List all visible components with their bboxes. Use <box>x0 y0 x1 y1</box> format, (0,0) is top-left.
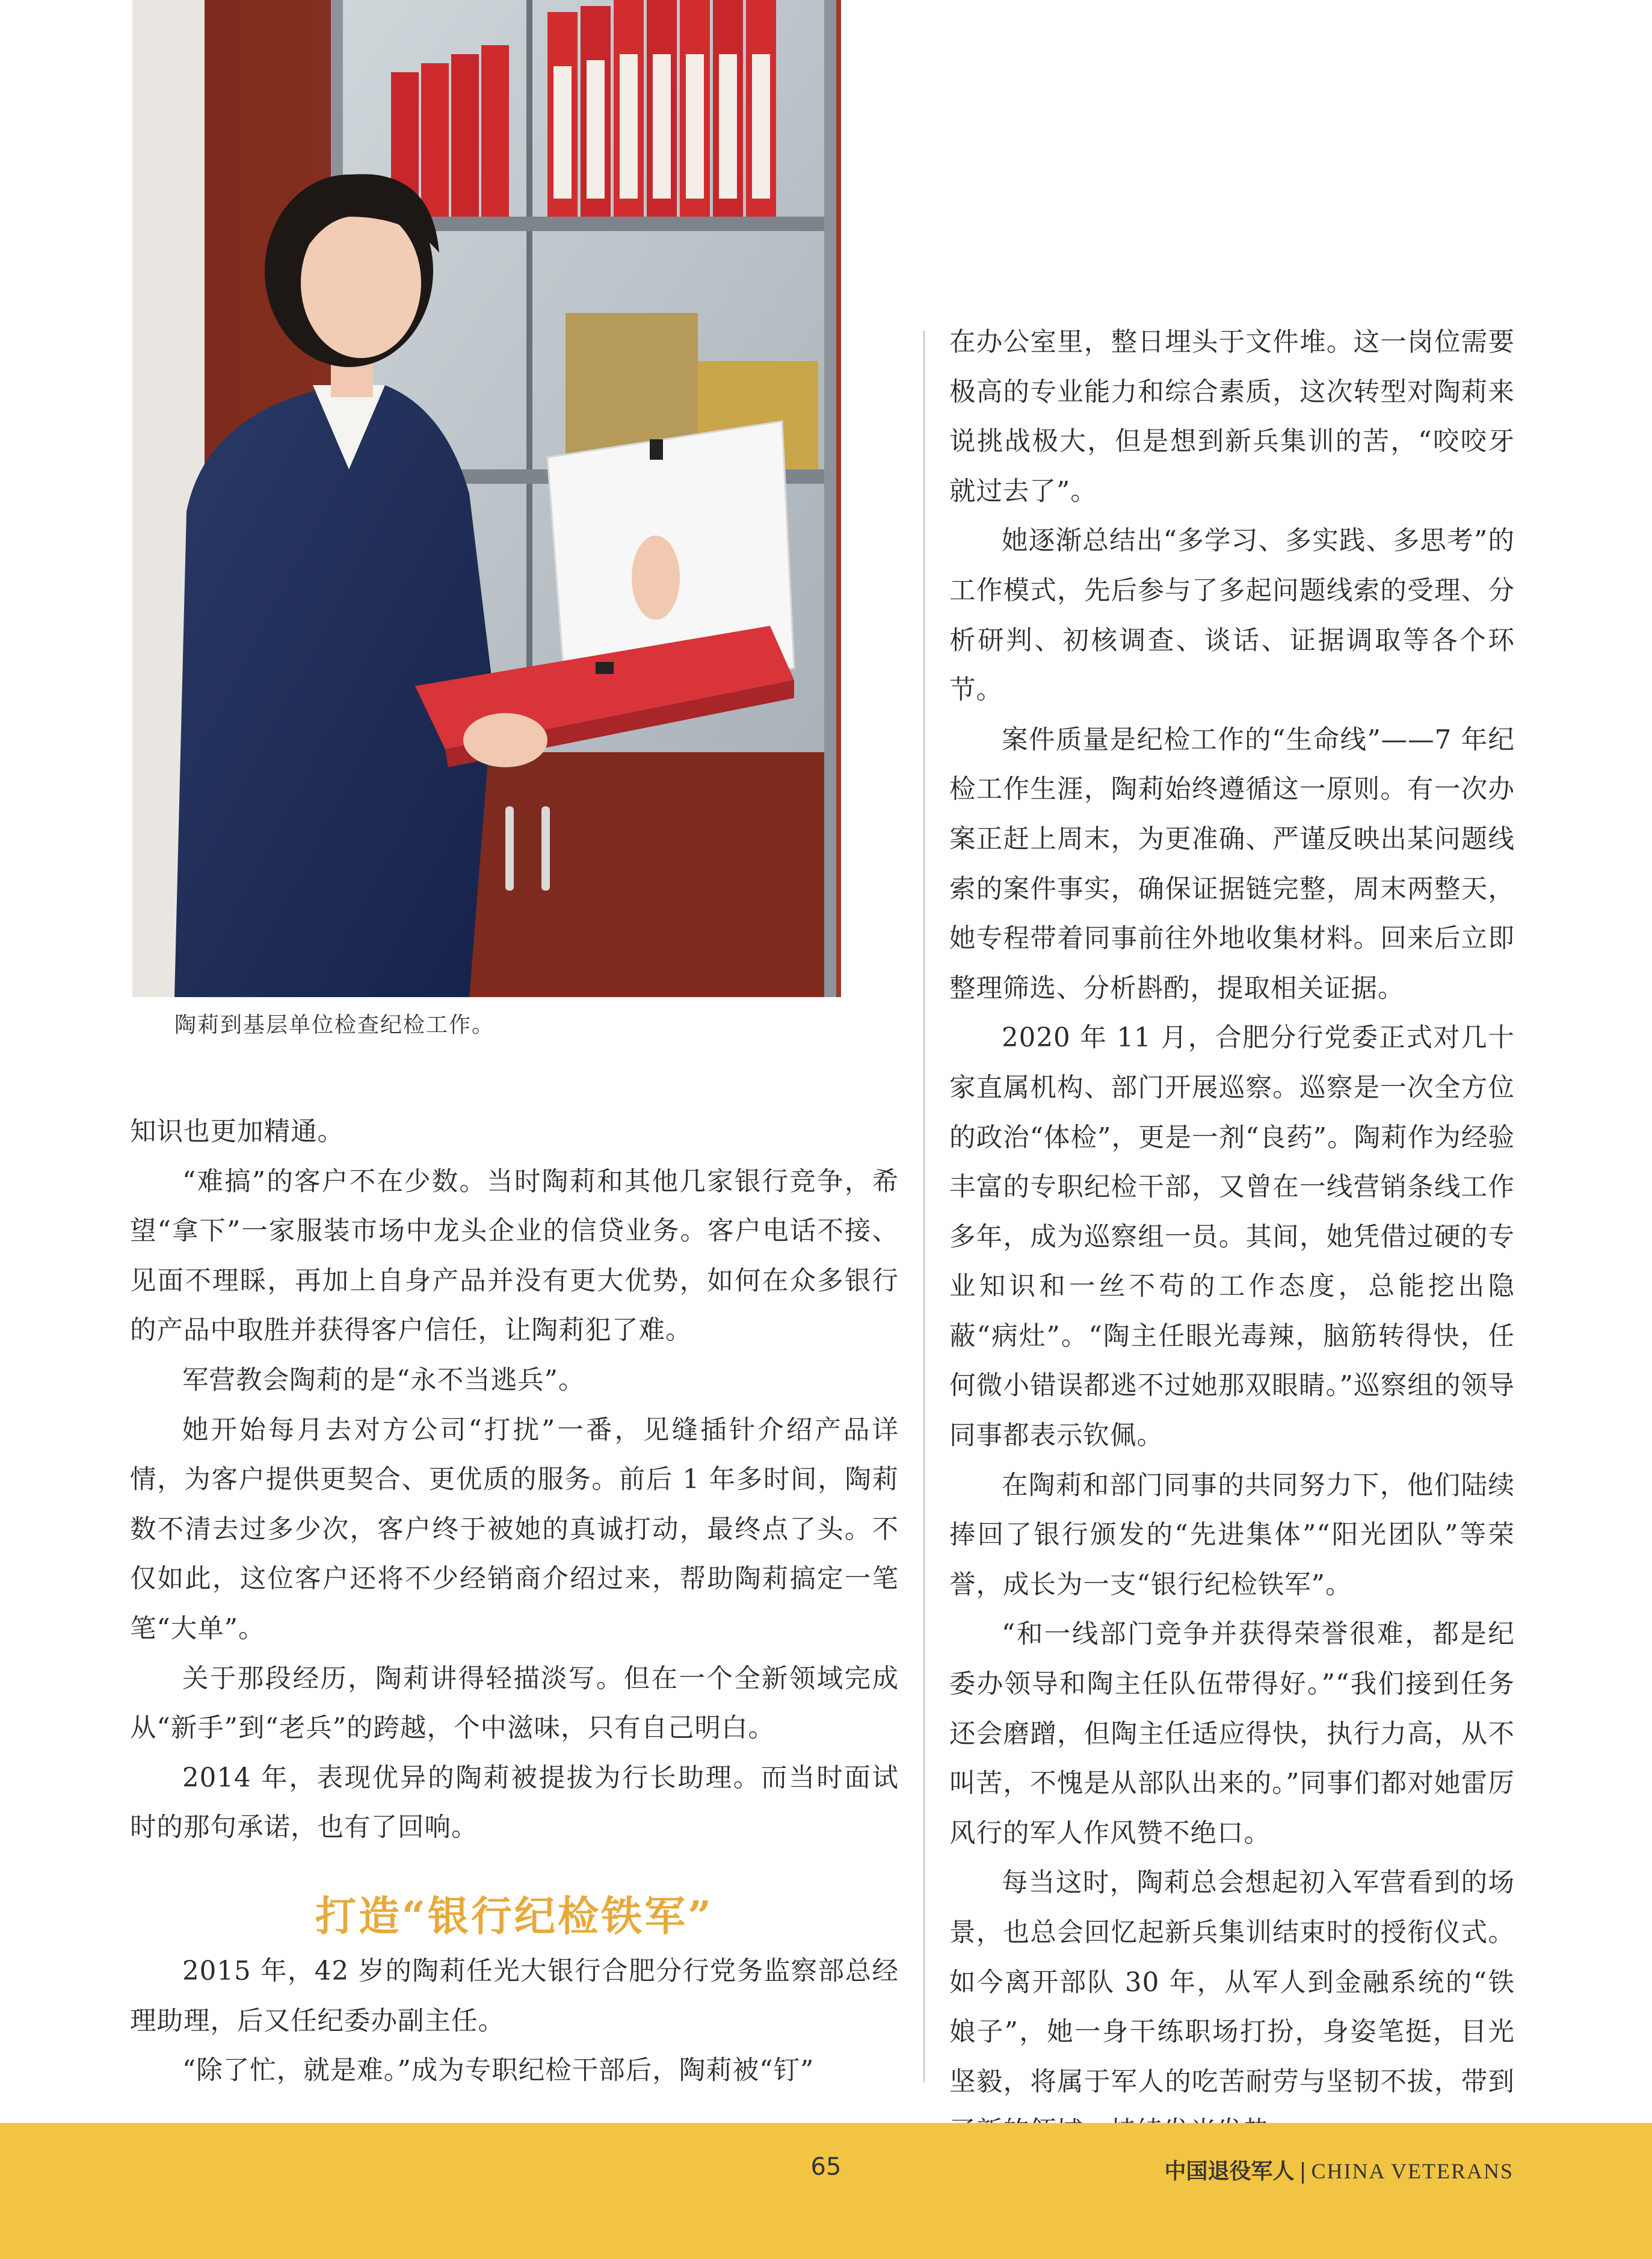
paragraph: 在陶莉和部门同事的共同努力下，他们陆续捧回了银行颁发的“先进集体”“阳光团队”等荣誉，成长为一支“银行纪检铁军”。 <box>949 1470 1515 1600</box>
paragraph: “难搞”的客户不在少数。当时陶莉和其他几家银行竞争，希望“拿下”一家服装市场中龙头企业的信贷业务。客户电话不接、见面不理睬，再加上自身产品并没有更大优势，如何在众多银行的产品中取胜并获得客户信任，让陶莉犯了难。 <box>130 1166 899 1346</box>
woman-holding-red-file-box-photo <box>132 0 841 997</box>
article-photo <box>132 0 841 997</box>
paragraph: 2015 年，42 岁的陶莉任光大银行合肥分行党务监察部总经理助理，后又任纪委办副主任。 <box>130 1956 899 2036</box>
left-column <box>130 1107 899 2096</box>
paragraph: “除了忙，就是难。”成为专职纪检干部后，陶莉被“钉” <box>182 2056 815 2086</box>
paragraph: 2014 年，表现优异的陶莉被提拔为行长助理。而当时面试时的那句承诺，也有了回响。 <box>130 1763 899 1843</box>
paragraph: 关于那段经历，陶莉讲得轻描淡写。但在一个全新领域完成从“新手”到“老兵”的跨越，个中滋味，只有自己明白。 <box>130 1663 899 1744</box>
paragraph: 她逐渐总结出“多学习、多实践、多思考”的工作模式，先后参与了多起问题线索的受理、分析研判、初核调查、谈话、证据调取等各个环节。 <box>949 526 1515 706</box>
paragraph-text: 每当这时，陶莉总会想起初入军营看到的场景，也总会回忆起新兵集训结束时的授衔仪式。如今离开部队 30 年，从军人到金融系统的“铁娘子”，她一身干练职场打扮，身姿笔挺，目光坚毅，将属于军人的吃苦耐劳与坚韧不拔，带到 <box>949 1868 1515 2097</box>
right-column <box>949 318 1515 2157</box>
page-number: 65 <box>810 2153 842 2181</box>
paragraph: “和一线部门竞争并获得荣誉很难，都是纪委办领导和陶主任队伍带得好。”“我们接到任务还会磨蹭，但陶主任适应得快，执行力高，从不叫苦，不愧是从部队出来的。”同事们都对她雷厉风行的军人作风赞不绝口。 <box>949 1619 1515 1849</box>
magazine-masthead <box>1164 2154 1514 2185</box>
photo-caption: 陶莉到基层单位检查纪检工作。 <box>174 1013 495 1037</box>
paragraph: 2020 年 11 月，合肥分行党委正式对几十家直属机构、部门开展巡察。巡察是一次全方位的政治“体检”，更是一剂“良药”。陶莉作为经验丰富的专职纪检干部，又曾在一线营销条线工作多年，成为巡察组一员。其间，她凭借过硬的专业知识和一丝不苟的工作态度，总能挖出隐蔽“病灶”。“陶主任眼光毒辣，脑筋转得快，任何微小错误都逃不过她那双眼睛。”巡察组的领导同事都表示钦佩。 <box>949 1023 1515 1451</box>
paragraph-last <box>949 1858 1515 2157</box>
paragraph: 军营教会陶莉的是“永不当逃兵”。 <box>182 1365 585 1395</box>
section-title: 打造“银行纪检铁军” <box>315 1892 714 1941</box>
paragraph: 案件质量是纪检工作的“生命线”——7 年纪检工作生涯，陶莉始终遵循这一原则。有一次办案正赶上周末，为更准确、严谨反映出某问题线索的案件事实，确保证据链完整，周末两整天，她专程带着同事前往外地收集材料。回来后立即整理筛选、分析斟酌，提取相关证据。 <box>949 725 1515 1004</box>
magazine-name-en: CHINA VETERANS <box>1311 2159 1514 2183</box>
magazine-name-cn: 中国退役军人 <box>1164 2159 1295 2184</box>
paragraph: 在办公室里，整日埋头于文件堆。这一岗位需要极高的专业能力和综合素质，这次转型对陶莉来说挑战极大，但是想到新兵集训的苦，“咬咬牙就过去了”。 <box>949 327 1515 507</box>
paragraph: 她开始每月去对方公司“打扰”一番，见缝插针介绍产品详情，为客户提供更契合、更优质的服务。前后 1 年多时间，陶莉数不清去过多少次，客户终于被她的真诚打动，最终点了头。不仅如此，这位客户还将不少经销商介绍过来，帮助陶莉搞定一笔笔“大单”。 <box>130 1415 899 1644</box>
masthead-separator: | <box>1299 2159 1307 2184</box>
paragraph: 知识也更加精通。 <box>130 1117 344 1147</box>
column-divider <box>923 331 925 2082</box>
page-footer <box>0 2123 1652 2259</box>
